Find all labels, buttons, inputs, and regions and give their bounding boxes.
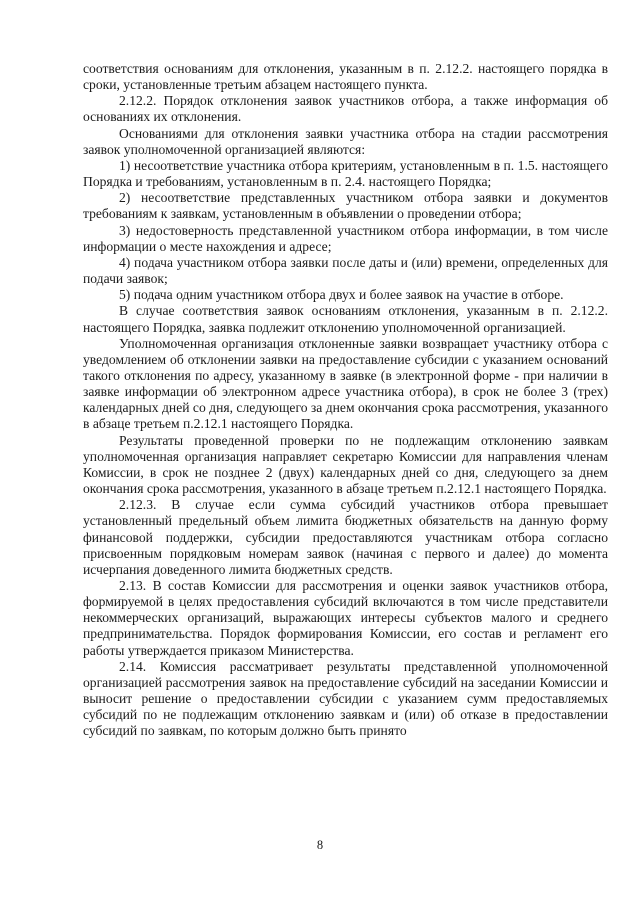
paragraph-grounds-intro: Основаниями для отклонения заявки участника отбора на стадии рассмотрения заявок уполномоченной организацией являются: [83,125,608,157]
list-item-5: 5) подача одним участником отбора двух и более заявок на участие в отборе. [119,287,564,303]
list-item-2: 2) несоответствие представленных участником отбора заявки и документов требованиям к заявкам, установленным в объявлении о проведении отбора; [83,190,608,222]
paragraph-continuation: соответствия основаниям для отклонения, указанным в п. 2.12.2. настоящего порядка в сроки, установленные третьим абзацем настоящего пункта. [83,61,608,93]
paragraph-return-notice: Уполномоченная организация отклоненные заявки возвращает участнику отбора с уведомлением об отклонении заявки на предоставление субсидии с указанием оснований такого отклонения по адресу, указанному в заявке (в электронной форме - при наличии в заявке информации об электронном адресе участника отбора), в срок не более 3 (трех) календарных дней со дня, следующего за днем окончания срока рассмотрения, указанного в абзаце третьем п.2.12.1 настоящего Порядка. [83,335,608,432]
paragraph-check-results: Результаты проведенной проверки по не подлежащим отклонению заявкам уполномоченная организация направляет секретарю Комиссии для направления членам Комиссии, в срок не позднее 2 (двух) календарных дней со дня, следующего за днем окончания срока рассмотрения, указанного в абзаце третьем п.2.12.1 настоящего Порядка. [83,432,608,497]
list-item-3: 3) недостоверность представленной участником отбора информации, в том числе информации о месте нахождения и адресе; [83,222,608,254]
paragraph-rejection-case: В случае соответствия заявок основаниям отклонения, указанным в п. 2.12.2. настоящего Порядка, заявка подлежит отклонению уполномоченной организацией. [83,303,608,335]
paragraph-2-13: 2.13. В состав Комиссии для рассмотрения и оценки заявок участников отбора, формируемой в целях предоставления субсидий включаются в том числе представители некоммерческих организаций, выражающих интересы субъектов малого и среднего предпринимательства. Порядок формирования Комиссии, его состав и регламент его работы утверждается приказом Министерства. [83,578,608,658]
paragraph-2-12-3: 2.12.3. В случае если сумма субсидий участников отбора превышает установленный предельный объем лимита бюджетных обязательств на данную форму финансовой поддержки, субсидии предоставляются участникам отбора согласно присвоенным порядковым номерам заявок (начиная с первого и далее) до момента исчерпания доведенного лимита бюджетных средств. [83,497,608,577]
paragraph-2-14: 2.14. Комиссия рассматривает результаты представленной уполномоченной организацией рассмотрения заявок на предоставление субсидий на заседании Комиссии и выносит решение о предоставлении субсидии с указанием сумм предоставляемых субсидий по не подлежащим отклонению заявкам и (или) об отказе в предоставлении субсидий по заявкам, по которым должно быть принято [83,658,608,739]
page-number: 8 [316,838,324,852]
list-item-4: 4) подача участником отбора заявки после даты и (или) времени, определенных для подачи заявок; [83,254,608,287]
list-item-1: 1) несоответствие участника отбора критериям, установленным в п. 1.5. настоящего Порядка и требованиям, установленным в п. 2.4. настоящего Порядка; [83,157,608,190]
paragraph-2-12-2-heading: 2.12.2. Порядок отклонения заявок участников отбора, а также информация об основаниях их отклонения. [83,93,608,125]
